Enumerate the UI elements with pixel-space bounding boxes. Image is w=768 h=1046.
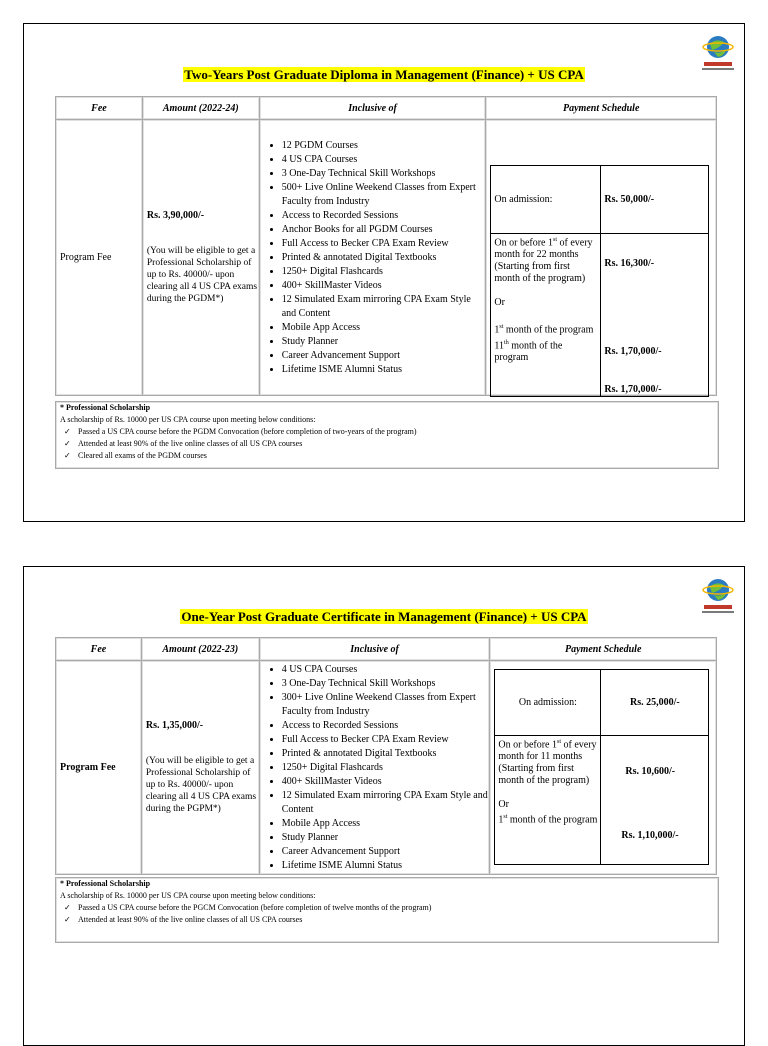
payment-cell bbox=[490, 661, 717, 875]
scholarship-condition: ✓ Attended at least 90% of the live online classes of all US CPA courses bbox=[78, 914, 710, 926]
inclusive-item: • 300+ Live Online Weekend Classes from Expert Faculty from Industry bbox=[282, 691, 490, 719]
amount-value: Rs. 3,90,000/- bbox=[146, 210, 205, 221]
scholarship-heading: * Professional Scholarship bbox=[60, 879, 151, 888]
header-inclusive: Inclusive of bbox=[259, 97, 486, 120]
first-month-value: Rs. 1,70,000/- bbox=[604, 346, 662, 357]
fee-label: Program Fee bbox=[56, 661, 142, 875]
inclusive-list bbox=[260, 139, 486, 377]
admission-label: On admission: bbox=[491, 166, 601, 234]
inclusive-item: • Mobile App Access bbox=[282, 817, 490, 831]
scholarship-condition: ✓ Attended at least 90% of the live online classes of all US CPA courses bbox=[78, 438, 710, 450]
inclusive-item: • 1250+ Digital Flashcards bbox=[282, 265, 486, 279]
program-title: One-Year Post Graduate Certificate in Management (Finance) + US CPA bbox=[181, 609, 587, 624]
admission-label: On admission: bbox=[495, 670, 601, 736]
inclusive-item: • Study Planner bbox=[282, 335, 486, 349]
payment-schedule bbox=[494, 669, 709, 865]
fee-table bbox=[55, 96, 717, 396]
inclusive-cell bbox=[259, 661, 490, 875]
scholarship-condition: ✓ Passed a US CPA course before the PGCM Convocation (before completion of twelve months of the program) bbox=[78, 902, 710, 914]
inclusive-item: • Access to Recorded Sessions bbox=[282, 719, 490, 733]
inclusive-item: • Lifetime ISME Alumni Status bbox=[282, 363, 486, 377]
inclusive-item: • Access to Recorded Sessions bbox=[282, 209, 486, 223]
scholarship-conditions bbox=[60, 902, 710, 926]
inclusive-item: • 3 One-Day Technical Skill Workshops bbox=[282, 677, 490, 691]
monthly-value: Rs. 10,600/- bbox=[625, 766, 676, 777]
header-inclusive: Inclusive of bbox=[259, 638, 490, 661]
scholarship-note bbox=[60, 878, 710, 926]
first-month-value: Rs. 1,10,000/- bbox=[621, 830, 679, 841]
inclusive-item: • 400+ SkillMaster Videos bbox=[282, 279, 486, 293]
page-2 bbox=[23, 566, 745, 1046]
inclusive-item: • Anchor Books for all PGDM Courses bbox=[282, 223, 486, 237]
amount-cell bbox=[141, 661, 259, 875]
inclusive-item: • Career Advancement Support bbox=[282, 845, 490, 859]
inclusive-item: • Lifetime ISME Alumni Status bbox=[282, 859, 490, 873]
inclusive-item: • Mobile App Access bbox=[282, 321, 486, 335]
inclusive-item: • Printed & annotated Digital Textbooks bbox=[282, 251, 486, 265]
payment-cell bbox=[486, 120, 717, 396]
monthly-value: Rs. 16,300/- bbox=[604, 258, 655, 269]
header-payment: Payment Schedule bbox=[490, 638, 717, 661]
page-1 bbox=[23, 23, 745, 522]
fee-label: Program Fee bbox=[56, 120, 143, 396]
inclusive-item: • Career Advancement Support bbox=[282, 349, 486, 363]
scholarship-conditions bbox=[60, 426, 710, 462]
amount-cell bbox=[142, 120, 259, 396]
admission-value: Rs. 25,000/- bbox=[601, 670, 709, 736]
eleventh-month-value: Rs. 1,70,000/- bbox=[604, 384, 662, 395]
inclusive-item: • 1250+ Digital Flashcards bbox=[282, 761, 490, 775]
scholarship-note bbox=[60, 402, 710, 462]
amount-value: Rs. 1,35,000/- bbox=[145, 720, 204, 731]
installment-terms: On or before 1st of every month for 22 months (Starting from first month of the program) Or 1st month of the program 11th month of the program bbox=[491, 234, 601, 397]
inclusive-item: • Study Planner bbox=[282, 831, 490, 845]
inclusive-cell bbox=[259, 120, 486, 396]
scholarship-condition: ✓ Passed a US CPA course before the PGDM Convocation (before completion of two-years of the program) bbox=[78, 426, 710, 438]
inclusive-item: • Full Access to Becker CPA Exam Review bbox=[282, 237, 486, 251]
amount-note: (You will be eligible to get a Professional Scholarship of up to Rs. 40000/- upon clearing all 4 US CPA exams during the PGDM*) bbox=[146, 246, 258, 304]
installment-values bbox=[601, 736, 709, 865]
inclusive-item: • 12 Simulated Exam mirroring CPA Exam Style and Content bbox=[282, 293, 486, 321]
inclusive-item: • 400+ SkillMaster Videos bbox=[282, 775, 490, 789]
inclusive-list bbox=[260, 663, 490, 873]
header-amount: Amount (2022-23) bbox=[141, 638, 259, 661]
scholarship-intro: A scholarship of Rs. 10000 per US CPA course upon meeting below conditions: bbox=[60, 415, 316, 424]
amount-note: (You will be eligible to get a Professional Scholarship of up to Rs. 40000/- upon clearing all 4 US CPA exams during the PGPM*) bbox=[145, 756, 257, 814]
inclusive-item: • 500+ Live Online Weekend Classes from Expert Faculty from Industry bbox=[282, 181, 486, 209]
header-payment: Payment Schedule bbox=[486, 97, 717, 120]
inclusive-item: • 12 PGDM Courses bbox=[282, 139, 486, 153]
header-fee: Fee bbox=[56, 97, 143, 120]
program-title: Two-Years Post Graduate Diploma in Management (Finance) + US CPA bbox=[184, 67, 584, 82]
inclusive-item: • 4 US CPA Courses bbox=[282, 153, 486, 167]
header-fee: Fee bbox=[56, 638, 142, 661]
installment-values bbox=[601, 234, 709, 397]
header-amount: Amount (2022-24) bbox=[142, 97, 259, 120]
inclusive-item: • 12 Simulated Exam mirroring CPA Exam Style and Content bbox=[282, 789, 490, 817]
scholarship-heading: * Professional Scholarship bbox=[60, 403, 151, 412]
fee-table bbox=[55, 637, 717, 875]
inclusive-item: • 3 One-Day Technical Skill Workshops bbox=[282, 167, 486, 181]
admission-value: Rs. 50,000/- bbox=[601, 166, 709, 234]
scholarship-condition: ✓ Cleared all exams of the PGDM courses bbox=[78, 450, 710, 462]
inclusive-item: • 4 US CPA Courses bbox=[282, 663, 490, 677]
inclusive-item: • Printed & annotated Digital Textbooks bbox=[282, 747, 490, 761]
payment-schedule bbox=[490, 165, 709, 397]
scholarship-intro: A scholarship of Rs. 10000 per US CPA course upon meeting below conditions: bbox=[60, 891, 316, 900]
installment-terms: On or before 1st of every month for 11 months (Starting from first month of the program) Or 1st month of the program bbox=[495, 736, 601, 865]
inclusive-item: • Full Access to Becker CPA Exam Review bbox=[282, 733, 490, 747]
